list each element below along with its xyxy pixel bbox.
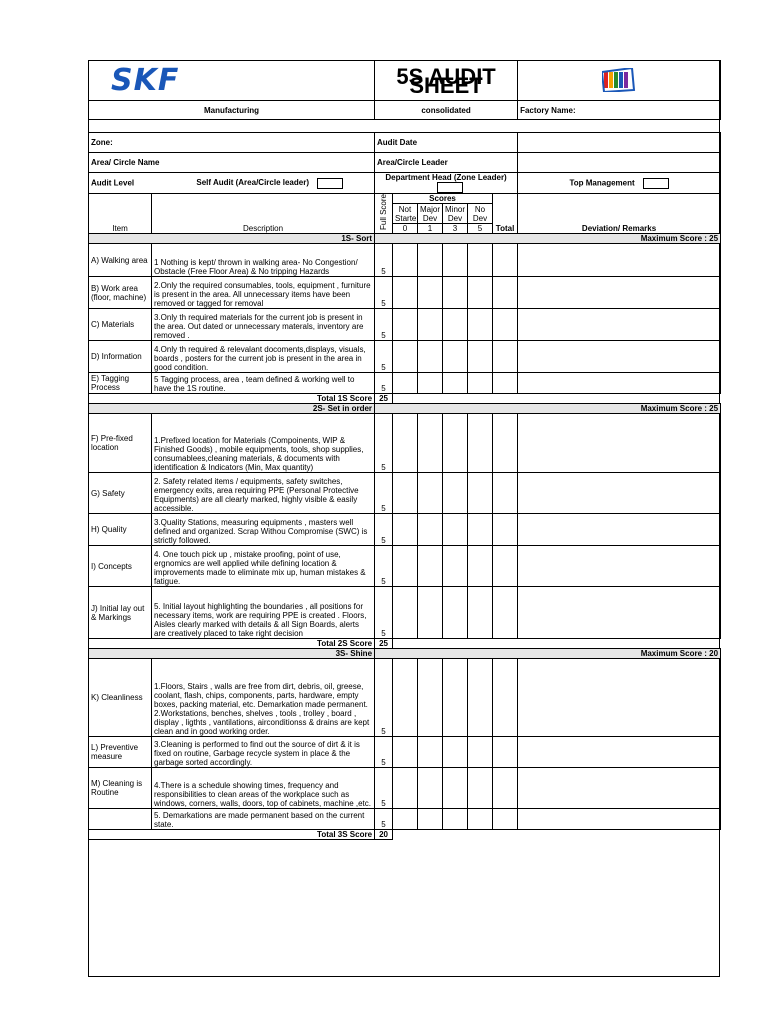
- score-cell[interactable]: [393, 737, 418, 768]
- col-value-0: 0: [393, 224, 418, 234]
- audit-row: [89, 277, 721, 309]
- total-cell[interactable]: [493, 341, 518, 373]
- remarks-cell[interactable]: [518, 737, 721, 768]
- remarks-cell[interactable]: [518, 244, 721, 277]
- total-cell[interactable]: [493, 737, 518, 768]
- total-cell[interactable]: [493, 309, 518, 341]
- remarks-cell[interactable]: [518, 473, 721, 514]
- col-major-dev: Major Dev: [418, 204, 443, 224]
- audit-row: [89, 737, 721, 768]
- row-full-score: 5: [375, 737, 393, 768]
- total-score-value: 20: [375, 830, 393, 840]
- score-cell[interactable]: [468, 514, 493, 546]
- audit-row: [89, 587, 721, 639]
- remarks-cell[interactable]: [518, 309, 721, 341]
- total-cell[interactable]: [493, 244, 518, 277]
- section-title: 3S- Shine: [89, 649, 375, 659]
- col-item: Item: [89, 194, 152, 234]
- score-cell[interactable]: [393, 341, 418, 373]
- remarks-cell[interactable]: [518, 768, 721, 809]
- score-cell[interactable]: [468, 809, 493, 830]
- row-full-score: 5: [375, 341, 393, 373]
- audit-level-label: Audit Level: [91, 178, 135, 188]
- row-item: C) Materials: [89, 309, 152, 341]
- row-item: G) Safety: [89, 473, 152, 514]
- score-cell[interactable]: [393, 244, 418, 277]
- section-max-score: Maximum Score : 25: [375, 234, 721, 244]
- row-description: 3.Cleaning is performed to find out the source of dirt & it is fixed on routine, Garbage recycle system in place & the garbage sorted accordingly.: [152, 737, 375, 768]
- row-description: 1.Floors, Stairs , walls are free from dirt, debris, oil, greese, coolant, flash, chips, components, parts, hardware, empty boxes, packing material, etc. Demarkation made permanent. 2.Workstations, benches, shelves , tools , trolley , board , display , ligthts , vantilations, airconditionss & drains are kept clean and in good working order.: [152, 659, 375, 737]
- row-item: B) Work area (floor, machine): [89, 277, 152, 309]
- total-cell[interactable]: [493, 373, 518, 394]
- row-item: F) Pre-fixed location: [89, 414, 152, 473]
- remarks-cell[interactable]: [518, 809, 721, 830]
- dept-head-label: Department Head (Zone Leader): [385, 173, 507, 182]
- total-score-label: Total 2S Score: [89, 639, 375, 649]
- area-circle-leader-field[interactable]: [518, 153, 721, 173]
- score-cell[interactable]: [393, 414, 418, 473]
- score-cell[interactable]: [418, 373, 443, 394]
- row-item: M) Cleaning is Routine: [89, 768, 152, 809]
- score-cell[interactable]: [418, 737, 443, 768]
- zone-label: Zone:: [89, 133, 375, 153]
- score-cell[interactable]: [418, 546, 443, 587]
- dept-head-cell: [375, 173, 518, 194]
- score-cell[interactable]: [468, 659, 493, 737]
- score-cell[interactable]: [393, 277, 418, 309]
- row-item: A) Walking area: [89, 244, 152, 277]
- top-management-cell: [518, 173, 721, 194]
- row-full-score: 5: [375, 309, 393, 341]
- total-cell[interactable]: [493, 587, 518, 639]
- row-full-score: 5: [375, 809, 393, 830]
- col-deviation-remarks: Deviation/ Remarks: [518, 194, 721, 234]
- row-description: 4.There is a schedule showing times, frequency and responsibilities to clean areas of the workplace such as windows, corners, walls, doors, top of cabinets, machine ,etc.: [152, 768, 375, 809]
- remarks-cell[interactable]: [518, 277, 721, 309]
- score-cell[interactable]: [443, 244, 468, 277]
- col-full-score: Full Score: [375, 194, 393, 234]
- audit-date-field[interactable]: [518, 133, 721, 153]
- row-item: [89, 809, 152, 830]
- remarks-cell[interactable]: [518, 373, 721, 394]
- page-title: 5S AUDIT SHEET: [375, 61, 518, 101]
- total-score-label: Total 1S Score: [89, 394, 375, 404]
- score-cell[interactable]: [468, 309, 493, 341]
- total-cell[interactable]: [493, 546, 518, 587]
- score-cell[interactable]: [443, 659, 468, 737]
- score-cell[interactable]: [418, 414, 443, 473]
- self-audit-label: Self Audit (Area/Circle leader): [196, 178, 309, 188]
- audit-row: [89, 309, 721, 341]
- score-cell[interactable]: [443, 341, 468, 373]
- score-cell[interactable]: [393, 587, 418, 639]
- total-score-value: 25: [375, 639, 393, 649]
- score-cell[interactable]: [418, 587, 443, 639]
- total-score-value: 25: [375, 394, 393, 404]
- audit-row: [89, 514, 721, 546]
- row-description: 1.Prefixed location for Materials (Compoinents, WIP & Finished Goods) , mobile equipments, tools, shop supplies, consumablees,cleaning materials, & documents with identification & Indicators (Min, Max quantity): [152, 414, 375, 473]
- score-cell[interactable]: [418, 277, 443, 309]
- score-cell[interactable]: [443, 309, 468, 341]
- col-minor-dev: Minor Dev: [443, 204, 468, 224]
- score-cell[interactable]: [443, 514, 468, 546]
- area-circle-name-label: Area/ Circle Name: [89, 153, 375, 173]
- score-cell[interactable]: [468, 546, 493, 587]
- manufacturing-label: Manufacturing: [89, 101, 375, 120]
- score-cell[interactable]: [443, 546, 468, 587]
- score-cell[interactable]: [443, 373, 468, 394]
- row-item: L) Preventive measure: [89, 737, 152, 768]
- row-full-score: 5: [375, 414, 393, 473]
- col-description: Description: [152, 194, 375, 234]
- audit-date-label: Audit Date: [375, 133, 518, 153]
- score-cell[interactable]: [393, 514, 418, 546]
- area-circle-leader-label: Area/Circle Leader: [375, 153, 518, 173]
- audit-row: [89, 546, 721, 587]
- score-cell[interactable]: [393, 546, 418, 587]
- score-cell[interactable]: [393, 473, 418, 514]
- score-cell[interactable]: [468, 373, 493, 394]
- score-cell[interactable]: [468, 737, 493, 768]
- audit-row: [89, 473, 721, 514]
- score-cell[interactable]: [468, 277, 493, 309]
- score-cell[interactable]: [468, 473, 493, 514]
- audit-level-row: [89, 173, 375, 194]
- score-cell[interactable]: [418, 514, 443, 546]
- row-item: J) Initial lay out & Markings: [89, 587, 152, 639]
- factory-name-label: Factory Name:: [518, 101, 721, 120]
- row-full-score: 5: [375, 546, 393, 587]
- row-full-score: 5: [375, 244, 393, 277]
- row-description: 2. Safety related items / equipments, safety switches, emergency exits, area requiring PPE (Personal Protective Equipments) are all clearly marked, highly visible & easily accessible.: [152, 473, 375, 514]
- total-cell[interactable]: [493, 659, 518, 737]
- row-full-score: 5: [375, 277, 393, 309]
- row-description: 5 Tagging process, area , team defined & working well to have the 1S routine.: [152, 373, 375, 394]
- score-cell[interactable]: [418, 244, 443, 277]
- row-item: K) Cleanliness: [89, 659, 152, 737]
- row-full-score: 5: [375, 587, 393, 639]
- audit-row: [89, 341, 721, 373]
- score-cell[interactable]: [468, 244, 493, 277]
- score-cell[interactable]: [443, 737, 468, 768]
- row-full-score: 5: [375, 659, 393, 737]
- remarks-cell[interactable]: [518, 659, 721, 737]
- score-cell[interactable]: [443, 277, 468, 309]
- row-description: 2.Only the required consumables, tools, equipment , furniture is present in the area. All unnecessary items have been removed or tagged for removal: [152, 277, 375, 309]
- score-cell[interactable]: [468, 768, 493, 809]
- row-item: H) Quality: [89, 514, 152, 546]
- remarks-cell[interactable]: [518, 546, 721, 587]
- row-description: 5. Demarkations are made permanent based on the current state.: [152, 809, 375, 830]
- row-item: E) Tagging Process: [89, 373, 152, 394]
- score-cell[interactable]: [418, 768, 443, 809]
- remarks-cell[interactable]: [518, 514, 721, 546]
- score-cell[interactable]: [443, 768, 468, 809]
- score-cell[interactable]: [468, 341, 493, 373]
- company-flag-logo: [518, 61, 721, 101]
- row-full-score: 5: [375, 373, 393, 394]
- self-audit-checkbox[interactable]: [317, 178, 343, 189]
- score-cell[interactable]: [443, 587, 468, 639]
- total-cell[interactable]: [493, 809, 518, 830]
- row-description: 4.Only th required & relevalant docoments,displays, visuals, boards , posters for the current job is present in the area in good condition.: [152, 341, 375, 373]
- remarks-cell[interactable]: [518, 414, 721, 473]
- top-management-checkbox[interactable]: [643, 178, 669, 189]
- score-cell[interactable]: [443, 414, 468, 473]
- col-value-5: 5: [468, 224, 493, 234]
- section-max-score: Maximum Score : 25: [375, 404, 721, 414]
- remarks-cell[interactable]: [518, 341, 721, 373]
- total-cell[interactable]: [493, 414, 518, 473]
- row-item: I) Concepts: [89, 546, 152, 587]
- col-scores: Scores: [393, 194, 493, 204]
- total-cell[interactable]: [493, 277, 518, 309]
- audit-row: [89, 768, 721, 809]
- row-description: 3.Quality Stations, measuring equipments , masters well defined and organized. Scrap Withou Compromise (SWC) is strictly followed.: [152, 514, 375, 546]
- section-max-score: Maximum Score : 20: [375, 649, 721, 659]
- score-cell[interactable]: [393, 659, 418, 737]
- consolidated-label: consolidated: [375, 101, 518, 120]
- top-management-label: Top Management: [569, 178, 635, 188]
- total-cell[interactable]: [493, 473, 518, 514]
- row-description: 5. Initial layout highlighting the boundaries , all positions for necessary items, work are requiring PPE is created . Floors, Aisles clearly marked with details & all Sign Boards, alerts are creatively placed to take right decision: [152, 587, 375, 639]
- row-full-score: 5: [375, 473, 393, 514]
- score-cell[interactable]: [418, 473, 443, 514]
- row-item: D) Information: [89, 341, 152, 373]
- audit-row: [89, 659, 721, 737]
- score-cell[interactable]: [418, 659, 443, 737]
- section-title: 1S- Sort: [89, 234, 375, 244]
- row-description: 1 Nothing is kept/ thrown in walking area- No Congestion/ Obstacle (Free Floor Area) & No tripping Hazards: [152, 244, 375, 277]
- total-cell[interactable]: [493, 514, 518, 546]
- score-cell[interactable]: [468, 587, 493, 639]
- score-cell[interactable]: [468, 414, 493, 473]
- audit-table: [88, 60, 721, 840]
- score-cell[interactable]: [393, 768, 418, 809]
- total-score-label: Total 3S Score: [89, 830, 375, 840]
- dept-head-checkbox[interactable]: [437, 182, 463, 193]
- row-full-score: 5: [375, 514, 393, 546]
- skf-logo: SKF: [89, 61, 375, 101]
- audit-row: [89, 414, 721, 473]
- score-cell[interactable]: [393, 809, 418, 830]
- col-value-3: 3: [443, 224, 468, 234]
- row-description: 4. One touch pick up , mistake proofing, point of use, ergnomics are well applied while defining location & improvements made to eliminate mix up, human mistakes & fatigue.: [152, 546, 375, 587]
- score-cell[interactable]: [418, 309, 443, 341]
- audit-row: [89, 244, 721, 277]
- row-description: 3.Only th required materials for the current job is present in the area. Out dated or unnecessary materals, inventory are removed .: [152, 309, 375, 341]
- col-not-started: Not Starte: [393, 204, 418, 224]
- total-cell[interactable]: [493, 768, 518, 809]
- col-value-1: 1: [418, 224, 443, 234]
- remarks-cell[interactable]: [518, 587, 721, 639]
- section-title: 2S- Set in order: [89, 404, 375, 414]
- audit-row: [89, 373, 721, 394]
- score-cell[interactable]: [393, 309, 418, 341]
- score-cell[interactable]: [443, 473, 468, 514]
- row-full-score: 5: [375, 768, 393, 809]
- score-cell[interactable]: [418, 809, 443, 830]
- col-no-dev: No Dev: [468, 204, 493, 224]
- col-total: Total: [493, 194, 518, 234]
- score-cell[interactable]: [443, 809, 468, 830]
- audit-row: [89, 809, 721, 830]
- score-cell[interactable]: [418, 341, 443, 373]
- score-cell[interactable]: [393, 373, 418, 394]
